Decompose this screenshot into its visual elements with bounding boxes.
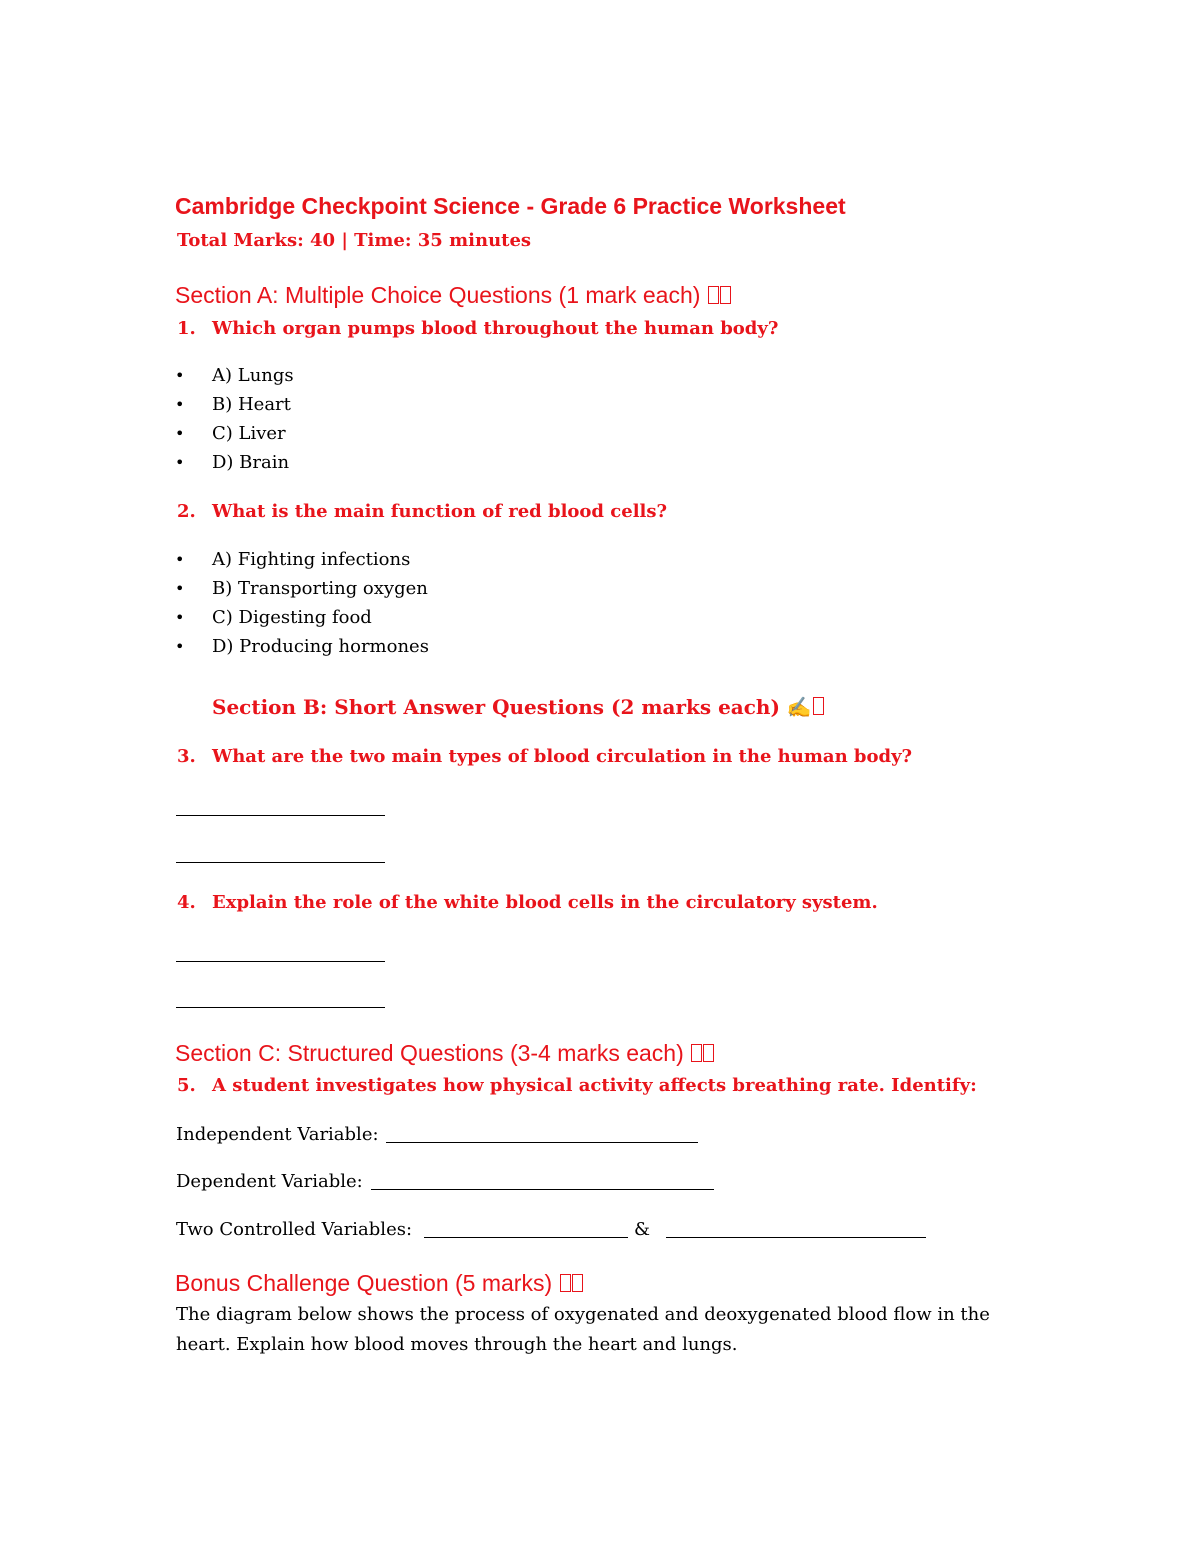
q2-option-b: B) Transporting oxygen: [212, 578, 428, 599]
section-b-heading-text: Section B: Short Answer Questions (2 marks each) ✍: [212, 695, 812, 719]
question-3-text: What are the two main types of blood circulation in the human body?: [212, 746, 913, 767]
question-number: 2.: [177, 501, 196, 522]
missing-glyph-icon: [813, 697, 824, 715]
section-a-heading: [175, 282, 731, 309]
missing-glyph-icon: [560, 1274, 571, 1292]
q1-option-d: D) Brain: [212, 452, 290, 473]
bonus-description-line-1: The diagram below shows the process of oxygenated and deoxygenated blood flow in the: [176, 1304, 990, 1325]
controlled-variables-label: Two Controlled Variables:: [176, 1219, 413, 1240]
q1-option-b: B) Heart: [212, 394, 291, 415]
question-number: 4.: [177, 892, 196, 913]
dependent-variable-answer-line[interactable]: [371, 1189, 714, 1190]
bullet-icon: •: [175, 579, 185, 598]
missing-glyph-icon: [691, 1044, 702, 1062]
independent-variable-label: Independent Variable:: [176, 1124, 379, 1145]
section-b-heading: [212, 695, 824, 719]
missing-glyph-icon: [720, 286, 731, 304]
independent-variable-answer-line[interactable]: [386, 1142, 698, 1143]
q1-option-a: A) Lungs: [212, 365, 294, 386]
answer-line[interactable]: [176, 961, 385, 962]
bonus-heading-text: Bonus Challenge Question (5 marks): [175, 1270, 559, 1296]
bullet-icon: •: [175, 366, 185, 385]
bullet-icon: •: [175, 637, 185, 656]
question-5-text: A student investigates how physical activity affects breathing rate. Identify:: [212, 1075, 977, 1096]
answer-line[interactable]: [176, 862, 385, 863]
question-4-text: Explain the role of the white blood cells in the circulatory system.: [212, 892, 878, 913]
section-c-heading: [175, 1040, 714, 1067]
controlled-variable-1-answer-line[interactable]: [424, 1237, 628, 1238]
question-number: 5.: [177, 1075, 196, 1096]
q2-option-c: C) Digesting food: [212, 607, 372, 628]
bullet-icon: •: [175, 395, 185, 414]
worksheet-subtitle: Total Marks: 40 | Time: 35 minutes: [177, 230, 532, 251]
question-number: 1.: [177, 318, 196, 339]
missing-glyph-icon: [703, 1044, 714, 1062]
worksheet-title: Cambridge Checkpoint Science - Grade 6 Practice Worksheet: [175, 193, 846, 219]
question-2-text: What is the main function of red blood cells?: [212, 501, 668, 522]
ampersand: &: [634, 1219, 651, 1240]
bonus-heading: [175, 1270, 583, 1297]
answer-line[interactable]: [176, 815, 385, 816]
answer-line[interactable]: [176, 1007, 385, 1008]
question-1-text: Which organ pumps blood throughout the human body?: [212, 318, 779, 339]
bullet-icon: •: [175, 550, 185, 569]
section-c-heading-text: Section C: Structured Questions (3-4 marks each): [175, 1040, 691, 1066]
dependent-variable-label: Dependent Variable:: [176, 1171, 363, 1192]
bullet-icon: •: [175, 608, 185, 627]
missing-glyph-icon: [572, 1274, 583, 1292]
bonus-description-line-2: heart. Explain how blood moves through the heart and lungs.: [176, 1334, 738, 1355]
bullet-icon: •: [175, 424, 185, 443]
q1-option-c: C) Liver: [212, 423, 286, 444]
missing-glyph-icon: [708, 286, 719, 304]
controlled-variable-2-answer-line[interactable]: [666, 1237, 926, 1238]
bullet-icon: •: [175, 453, 185, 472]
section-a-heading-text: Section A: Multiple Choice Questions (1 mark each): [175, 282, 707, 308]
question-number: 3.: [177, 746, 196, 767]
q2-option-d: D) Producing hormones: [212, 636, 429, 657]
q2-option-a: A) Fighting infections: [212, 549, 411, 570]
